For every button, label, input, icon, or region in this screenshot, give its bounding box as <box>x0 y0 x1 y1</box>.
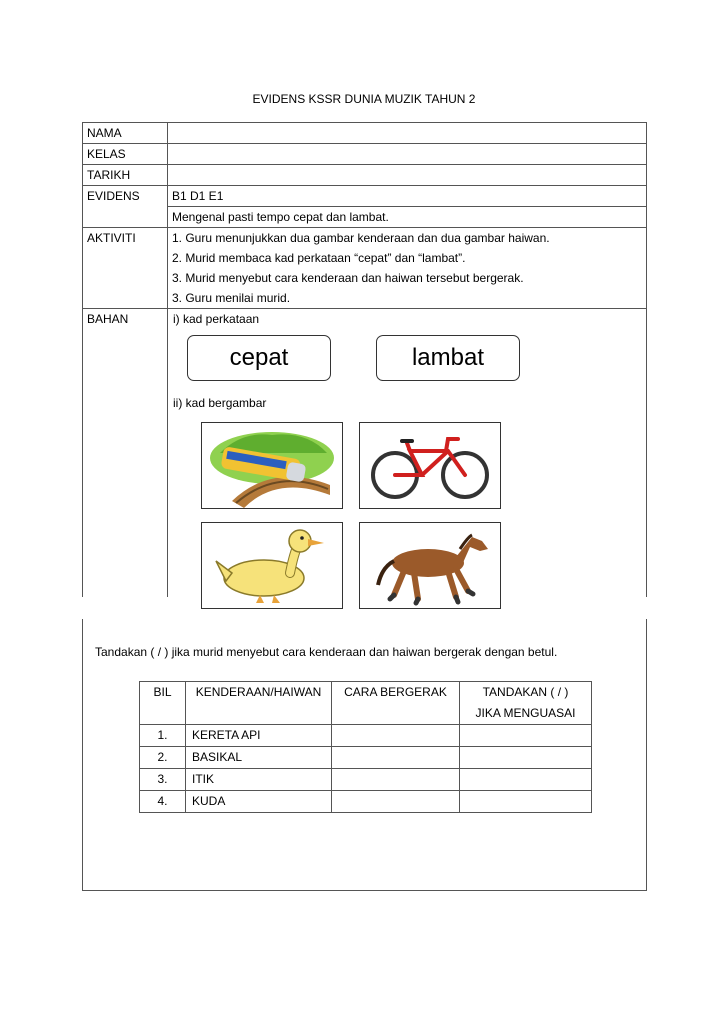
aktiviti-label: AKTIVITI <box>83 228 168 309</box>
header-tandakan-line1: TANDAKAN ( / ) <box>482 685 569 699</box>
horse-image <box>359 522 501 609</box>
table-row <box>140 769 592 791</box>
instruction-text: Tandakan ( / ) jika murid menyebut cara kenderaan dan haiwan bergerak dengan betul. <box>95 645 558 659</box>
row-item: KERETA API <box>186 725 332 747</box>
evidens-label: EVIDENS <box>83 186 168 228</box>
table-row <box>140 725 592 747</box>
picture-cards-label: ii) kad bergambar <box>173 396 267 410</box>
word-cards-label: i) kad perkataan <box>173 312 260 326</box>
duck-image <box>201 522 343 609</box>
evidens-code: B1 D1 E1 <box>168 186 647 207</box>
nama-label: NAMA <box>83 123 168 144</box>
row-item: KUDA <box>186 791 332 813</box>
header-bil: BIL <box>140 682 186 725</box>
bahan-label: BAHAN <box>83 309 168 598</box>
bahan-cell <box>168 309 647 598</box>
evidens-description: Mengenal pasti tempo cepat dan lambat. <box>168 207 647 228</box>
tandakan-cell[interactable] <box>460 791 592 813</box>
cara-bergerak-cell[interactable] <box>332 747 460 769</box>
row-number: 1. <box>140 725 186 747</box>
word-card-cepat: cepat <box>187 335 331 381</box>
tarikh-field[interactable] <box>168 165 647 186</box>
tandakan-cell[interactable] <box>460 725 592 747</box>
row-item: BASIKAL <box>186 747 332 769</box>
header-tandakan-line2: JIKA MENGUASAI <box>475 706 576 720</box>
aktiviti-item: 1. Guru menunjukkan dua gambar kenderaan dan dua gambar haiwan. <box>172 231 550 245</box>
word-card-lambat: lambat <box>376 335 520 381</box>
table-row <box>140 747 592 769</box>
row-number: 3. <box>140 769 186 791</box>
kelas-field[interactable] <box>168 144 647 165</box>
cara-bergerak-cell[interactable] <box>332 791 460 813</box>
row-item: ITIK <box>186 769 332 791</box>
row-number: 4. <box>140 791 186 813</box>
table-row <box>140 791 592 813</box>
info-table <box>82 122 647 597</box>
header-tandakan <box>460 682 592 725</box>
tarikh-label: TARIKH <box>83 165 168 186</box>
tandakan-cell[interactable] <box>460 769 592 791</box>
train-image <box>201 422 343 509</box>
row-number: 2. <box>140 747 186 769</box>
aktiviti-item: 2. Murid membaca kad perkataan “cepat” dan “lambat”. <box>172 251 466 265</box>
cara-bergerak-cell[interactable] <box>332 769 460 791</box>
aktiviti-list <box>168 228 647 309</box>
document-title: EVIDENS KSSR DUNIA MUZIK TAHUN 2 <box>252 92 476 106</box>
bicycle-image <box>359 422 501 509</box>
aktiviti-item: 3. Murid menyebut cara kenderaan dan haiwan tersebut bergerak. <box>172 271 524 285</box>
header-cara: CARA BERGERAK <box>332 682 460 725</box>
tandakan-cell[interactable] <box>460 747 592 769</box>
assessment-table <box>139 681 592 813</box>
assessment-section <box>82 619 647 891</box>
aktiviti-item: 3. Guru menilai murid. <box>172 291 291 305</box>
nama-field[interactable] <box>168 123 647 144</box>
header-item: KENDERAAN/HAIWAN <box>186 682 332 725</box>
cara-bergerak-cell[interactable] <box>332 725 460 747</box>
kelas-label: KELAS <box>83 144 168 165</box>
